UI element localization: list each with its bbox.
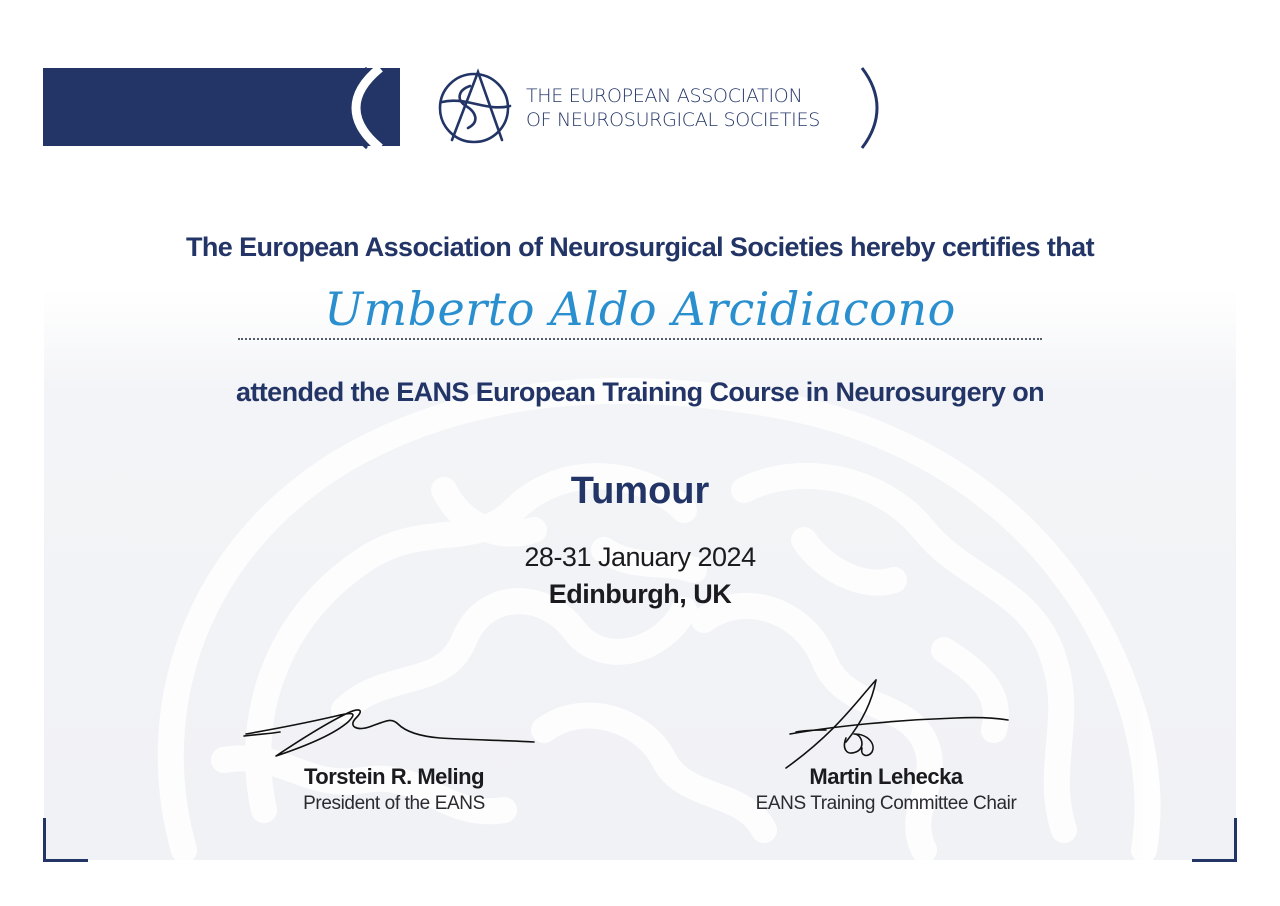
organization-name-line-1: THE EUROPEAN ASSOCIATION	[526, 85, 803, 107]
organization-name-line-2: OF NEUROSURGICAL SOCIETIES	[526, 109, 820, 131]
recipient-name: Umberto Aldo Arcidiacono	[324, 282, 956, 336]
course-title: Tumour	[570, 470, 710, 512]
course-dates: 28-31 January 2024	[524, 542, 756, 572]
signatory-right	[706, 764, 1066, 815]
course-location: Edinburgh, UK	[548, 579, 732, 609]
signatory-role: EANS Training Committee Chair	[755, 793, 1017, 814]
signatory-left	[214, 764, 574, 815]
organization-name	[526, 84, 820, 132]
signature-left-icon	[240, 700, 540, 762]
attended-statement: attended the EANS European Training Course in Neurosurgery on	[235, 377, 1045, 407]
certifies-statement: The European Association of Neurosurgical Societies hereby certifies that	[186, 232, 1094, 262]
name-underline	[238, 338, 1042, 340]
signatory-role: President of the EANS	[303, 793, 485, 814]
corner-mark-left	[43, 818, 88, 862]
signatory-name: Martin Lehecka	[809, 764, 963, 789]
signatory-name: Torstein R. Meling	[303, 764, 485, 789]
corner-mark-right	[1192, 818, 1237, 862]
header-bracket-right	[856, 64, 886, 152]
signature-right-icon	[776, 672, 1016, 772]
header-bracket-left	[340, 64, 410, 152]
eans-logo-icon	[436, 66, 516, 148]
